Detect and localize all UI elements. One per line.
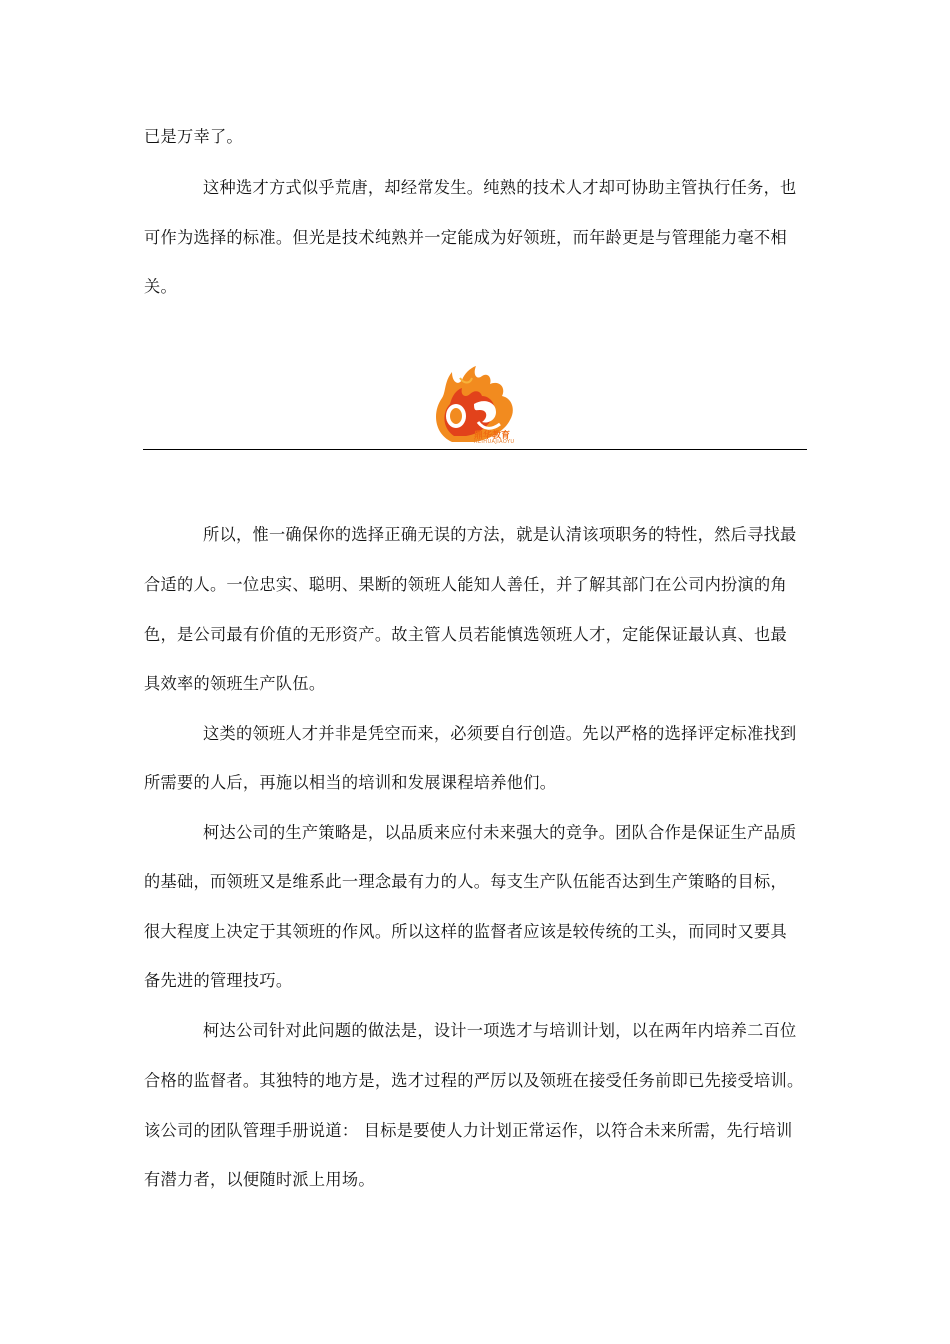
text-line: 很大程度上决定于其领班的作风。所以这样的监督者应该是较传统的工头，而同时又要具 xyxy=(144,922,788,941)
text-line: 具效率的领班生产队伍。 xyxy=(144,674,326,693)
horizontal-divider xyxy=(143,449,807,450)
text-line: 有潜力者，以便随时派上用场。 xyxy=(144,1170,375,1189)
brand-logo xyxy=(430,364,526,448)
text-line: 合适的人。一位忠实、聪明、果断的领班人能知人善任，并了解其部门在公司内扮演的角 xyxy=(144,575,788,594)
brand-subtitle: REIHUAJIAOYU xyxy=(474,439,515,445)
brand-name: 鼎华教育 xyxy=(474,431,511,441)
text-line: 这种选才方式似乎荒唐，却经常发生。纯熟的技术人才却可协助主管执行任务，也 xyxy=(203,178,797,197)
text-line: 柯达公司的生产策略是，以品质来应付未来强大的竞争。团队合作是保证生产品质 xyxy=(203,823,797,842)
text-line: 可作为选择的标准。但光是技术纯熟并一定能成为好领班，而年龄更是与管理能力毫不相 xyxy=(144,228,788,247)
text-line: 所以，惟一确保你的选择正确无误的方法，就是认清该项职务的特性，然后寻找最 xyxy=(203,525,797,544)
text-line: 该公司的团队管理手册说道： 目标是要使人力计划正常运作，以符合未来所需，先行培训 xyxy=(144,1121,793,1140)
text-line: 柯达公司针对此问题的做法是，设计一项选才与培训计划，以在两年内培养二百位 xyxy=(203,1021,797,1040)
text-line: 备先进的管理技巧。 xyxy=(144,971,293,990)
text-line: 所需要的人后，再施以相当的培训和发展课程培养他们。 xyxy=(144,773,557,792)
text-line: 合格的监督者。其独特的地方是，选才过程的严厉以及领班在接受任务前即已先接受培训。 xyxy=(144,1071,804,1090)
text-line: 已是万幸了。 xyxy=(144,127,243,146)
text-line: 色，是公司最有价值的无形资产。故主管人员若能慎选领班人才，定能保证最认真、也最 xyxy=(144,625,788,644)
text-line: 这类的领班人才并非是凭空而来，必须要自行创造。先以严格的选择评定标准找到 xyxy=(203,724,797,743)
text-line: 的基础，而领班又是维系此一理念最有力的人。每支生产队伍能否达到生产策略的目标， xyxy=(144,872,788,891)
text-line: 关。 xyxy=(144,277,177,296)
